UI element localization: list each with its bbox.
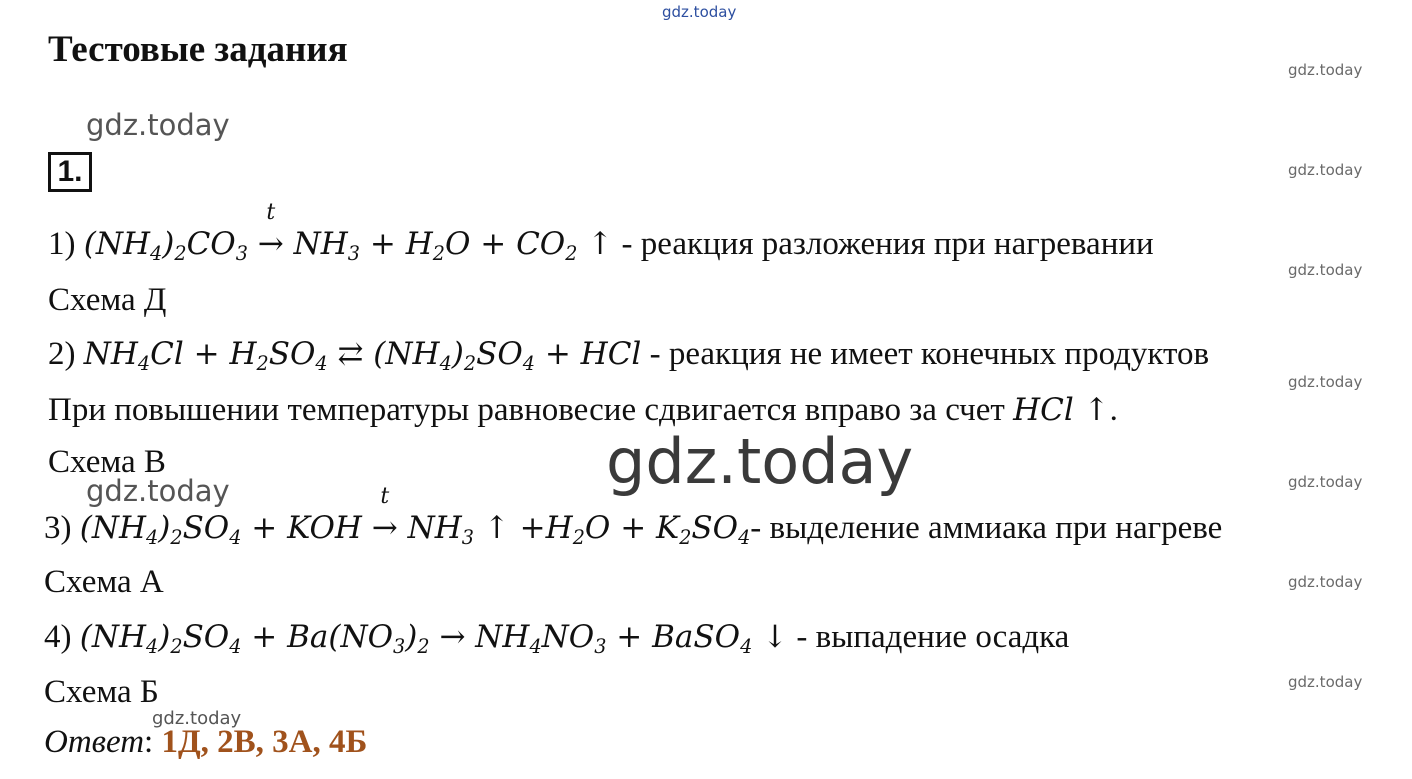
- watermark-side: gdz.today: [1288, 161, 1363, 179]
- watermark-mid: gdz.today: [86, 108, 230, 142]
- page-title: Тестовые задания: [48, 29, 348, 70]
- equation: $(NH_4)_2CO_3$ t → $NH_3 + H_2O + CO_2$ ↑: [83, 200, 614, 265]
- equation-line-1: [48, 200, 1154, 265]
- description: - выпадение осадка: [788, 619, 1070, 655]
- item-number: 4): [44, 619, 80, 655]
- equation-line-2: [48, 336, 1209, 375]
- watermark-side: gdz.today: [1288, 673, 1363, 691]
- answer-label: Ответ: [44, 724, 145, 760]
- task-number: 1.: [48, 152, 92, 192]
- schema-label: Схема Д: [48, 282, 167, 318]
- answer-colon: :: [144, 724, 162, 760]
- watermark-top: gdz.today: [662, 3, 737, 21]
- note-line: При повышении температуры равновесие сдвигается вправо за счет HCl ↑.: [48, 392, 1118, 428]
- equation: $NH_4Cl + H_2SO_4$ ⇄ $(NH_4)_2SO_4$ + HCl: [83, 336, 642, 375]
- item-number: 2): [48, 336, 84, 372]
- answer-value: 1Д, 2В, 3А, 4Б: [161, 724, 368, 760]
- watermark-mid: gdz.today: [86, 474, 230, 508]
- equation: $(NH_4)_2SO_4$ + KOH t → $NH_3$ ↑ $+H_2O + K_2SO_4$: [79, 484, 751, 549]
- item-number: 1): [48, 226, 84, 262]
- description: - реакция разложения при нагревании: [613, 226, 1154, 262]
- description: - выделение аммиака при нагреве: [750, 510, 1223, 546]
- watermark-side: gdz.today: [1288, 61, 1363, 79]
- equation: HCl ↑: [1013, 392, 1110, 428]
- item-number: 3): [44, 510, 80, 546]
- schema-label: Схема Б: [44, 674, 159, 710]
- note: При повышении температуры равновесие сдвигается вправо за счет: [48, 392, 1014, 428]
- description: - реакция не имеет конечных продуктов: [641, 336, 1210, 372]
- arrow-label: t: [266, 200, 276, 225]
- schema-label: Схема А: [44, 564, 164, 600]
- watermark-small: gdz.today: [152, 708, 242, 729]
- watermark-side: gdz.today: [1288, 473, 1363, 491]
- watermark-large: gdz.today: [606, 425, 914, 498]
- watermark-side: gdz.today: [1288, 573, 1363, 591]
- equation: $(NH_4)_2SO_4 + Ba(NO_3)_2 \to NH_4NO_3$ + BaSO$_4$ ↓: [79, 619, 789, 658]
- answer-line: [44, 724, 367, 761]
- arrow-label: t: [380, 484, 390, 509]
- equation-line-4: [44, 619, 1069, 658]
- watermark-side: gdz.today: [1288, 261, 1363, 279]
- watermark-side: gdz.today: [1288, 373, 1363, 391]
- schema-label: Схема В: [48, 444, 166, 480]
